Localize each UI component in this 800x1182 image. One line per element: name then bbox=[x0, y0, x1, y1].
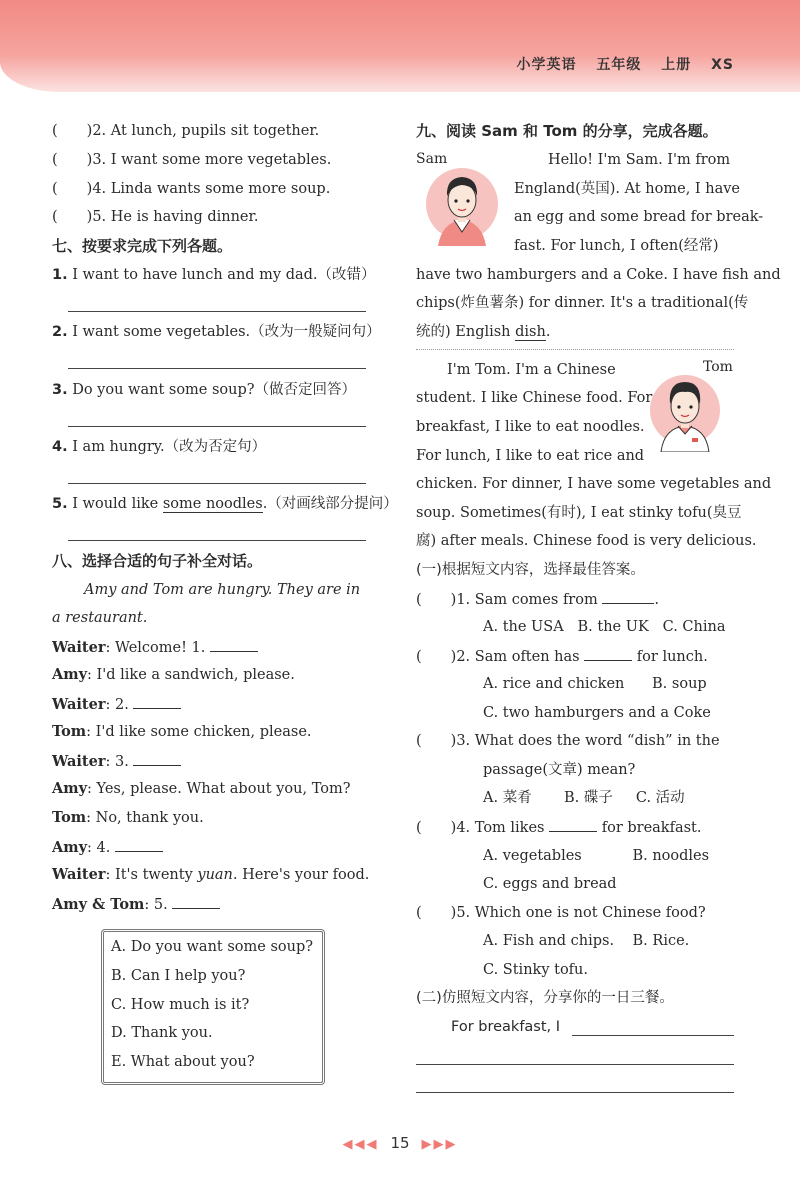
question-5: ( )5. Which one is not Chinese food? bbox=[416, 905, 706, 921]
writing-line[interactable] bbox=[416, 1064, 734, 1065]
question-1: ( )1. Sam comes from . bbox=[416, 589, 659, 610]
sam-text-line-6: chips(炸鱼薯条) for dinner. It's a traditional(传 bbox=[416, 295, 749, 311]
passage-divider bbox=[416, 349, 734, 350]
q5-options-row-2: C. Stinky tofu. bbox=[483, 962, 588, 978]
sec7-item-5: 5. I would like some noodles.（对画线部分提问） bbox=[52, 496, 398, 512]
writing-line[interactable] bbox=[416, 1092, 734, 1093]
page-footer bbox=[0, 1134, 800, 1152]
q5-options-row-1: A. Fish and chips. B. Rice. bbox=[483, 933, 690, 949]
section-8-title: 八、选择合适的句子补全对话。 bbox=[52, 552, 263, 570]
header-book-info bbox=[502, 54, 734, 74]
dialog-line-1: Waiter: Welcome! 1. bbox=[52, 637, 258, 658]
header-grade: 五年级 bbox=[596, 57, 642, 73]
tf-item-5: ( )5. He is having dinner. bbox=[52, 209, 259, 225]
sam-text-line-3: an egg and some bread for break- bbox=[514, 209, 764, 225]
dialog-blank-2[interactable] bbox=[133, 694, 181, 709]
tom-text-line-3: breakfast, I like to eat noodles. bbox=[416, 419, 645, 435]
tom-text-line-7: 腐) after meals. Chinese food is very delicious. bbox=[416, 533, 757, 549]
sec7-item-2: 2. I want some vegetables.（改为一般疑问句） bbox=[52, 324, 381, 340]
dialog-blank-1[interactable] bbox=[210, 637, 258, 652]
q4-options-row-1: A. vegetables B. noodles bbox=[483, 848, 710, 864]
option-e: E. What about you? bbox=[111, 1054, 255, 1070]
answer-line[interactable] bbox=[68, 311, 366, 312]
tf-item-2: ( )2. At lunch, pupils sit together. bbox=[52, 123, 320, 139]
tom-text-line-1: I'm Tom. I'm a Chinese bbox=[447, 362, 616, 378]
header-volume: 上册 bbox=[661, 57, 692, 73]
answer-line[interactable] bbox=[68, 368, 366, 369]
option-a: A. Do you want some soup? bbox=[111, 939, 314, 955]
option-b: B. Can I help you? bbox=[111, 968, 246, 984]
q1-options: A. the USA B. the UK C. China bbox=[483, 619, 726, 635]
part-2-title: (二)仿照短文内容，分享你的一日三餐。 bbox=[416, 990, 674, 1006]
q2-options-row-2: C. two hamburgers and a Coke bbox=[483, 705, 711, 721]
question-4: ( )4. Tom likes for breakfast. bbox=[416, 817, 701, 838]
answer-line[interactable] bbox=[68, 426, 366, 427]
question-3-cont: passage(文章) mean? bbox=[483, 762, 636, 778]
dialog-line-4: Tom: I'd like some chicken, please. bbox=[52, 723, 312, 740]
sec7-item-1: 1. I want to have lunch and my dad.（改错） bbox=[52, 267, 376, 283]
tom-text-line-5: chicken. For dinner, I have some vegetables and bbox=[416, 476, 772, 492]
dialog-line-6: Amy: Yes, please. What about you, Tom? bbox=[52, 780, 351, 797]
dialog-line-8: Amy: 4. bbox=[52, 837, 163, 858]
dialog-line-2: Amy: I'd like a sandwich, please. bbox=[52, 666, 295, 683]
dialog-line-3: Waiter: 2. bbox=[52, 694, 181, 715]
header-subject: 小学英语 bbox=[516, 57, 577, 73]
dialog-line-9: Waiter: It's twenty yuan. Here's your food. bbox=[52, 866, 370, 883]
sam-text-line-4: fast. For lunch, I often(经常) bbox=[514, 238, 719, 254]
q4-blank[interactable] bbox=[549, 817, 597, 832]
tf-item-3: ( )3. I want some more vegetables. bbox=[52, 152, 332, 168]
sec7-item-3: 3. Do you want some soup?（做否定回答） bbox=[52, 382, 357, 398]
q1-blank[interactable] bbox=[602, 589, 654, 604]
sam-text-line-7: 统的) English dish. bbox=[416, 324, 551, 340]
q3-options: A. 菜肴 B. 碟子 C. 活动 bbox=[483, 790, 685, 806]
dialog-line-7: Tom: No, thank you. bbox=[52, 809, 204, 826]
page-number: 15 bbox=[390, 1134, 410, 1152]
tom-text-line-4: For lunch, I like to eat rice and bbox=[416, 448, 645, 464]
answer-line[interactable] bbox=[68, 540, 366, 541]
q2-blank[interactable] bbox=[584, 646, 632, 661]
sam-text-line-5: have two hamburgers and a Coke. I have fish and bbox=[416, 267, 781, 283]
sec8-intro-line-1: Amy and Tom are hungry. They are in bbox=[84, 582, 361, 598]
question-2: ( )2. Sam often has for lunch. bbox=[416, 646, 708, 667]
sam-label: Sam bbox=[416, 151, 448, 167]
answer-line[interactable] bbox=[68, 483, 366, 484]
page-header-band bbox=[0, 0, 800, 92]
writing-line[interactable] bbox=[572, 1035, 734, 1036]
tom-text-line-6: soup. Sometimes(有时), I eat stinky tofu(臭豆 bbox=[416, 505, 742, 521]
part-2-start: For breakfast, I bbox=[451, 1019, 561, 1035]
question-3: ( )3. What does the word “dish” in the bbox=[416, 733, 720, 749]
dialog-blank-5[interactable] bbox=[172, 894, 220, 909]
dialog-line-10: Amy & Tom: 5. bbox=[52, 894, 220, 915]
option-d: D. Thank you. bbox=[111, 1025, 213, 1041]
section-9-title: 九、阅读 Sam 和 Tom 的分享，完成各题。 bbox=[416, 122, 718, 140]
q2-options-row-1: A. rice and chicken B. soup bbox=[483, 676, 707, 692]
tom-label: Tom bbox=[703, 359, 733, 375]
prev-arrows-icon: ◀◀◀ bbox=[342, 1137, 379, 1152]
dialog-line-5: Waiter: 3. bbox=[52, 751, 181, 772]
q4-options-row-2: C. eggs and bread bbox=[483, 876, 617, 892]
next-arrows-icon: ▶▶▶ bbox=[421, 1137, 458, 1152]
dialog-blank-3[interactable] bbox=[133, 751, 181, 766]
header-edition: XS bbox=[711, 57, 734, 73]
tom-avatar-icon bbox=[648, 366, 722, 452]
section-7-title: 七、按要求完成下列各题。 bbox=[52, 237, 233, 255]
sam-text-line-1: Hello! I'm Sam. I'm from bbox=[548, 152, 731, 168]
tom-text-line-2: student. I like Chinese food. For bbox=[416, 390, 653, 406]
dialog-blank-4[interactable] bbox=[115, 837, 163, 852]
sec7-item-4: 4. I am hungry.（改为否定句） bbox=[52, 439, 267, 455]
sam-text-line-2: England(英国). At home, I have bbox=[514, 181, 741, 197]
part-1-title: (一)根据短文内容，选择最佳答案。 bbox=[416, 562, 645, 578]
sam-avatar-icon bbox=[424, 160, 500, 246]
option-c: C. How much is it? bbox=[111, 997, 250, 1013]
tf-item-4: ( )4. Linda wants some more soup. bbox=[52, 181, 331, 197]
sec8-intro-line-2: a restaurant. bbox=[52, 610, 148, 626]
